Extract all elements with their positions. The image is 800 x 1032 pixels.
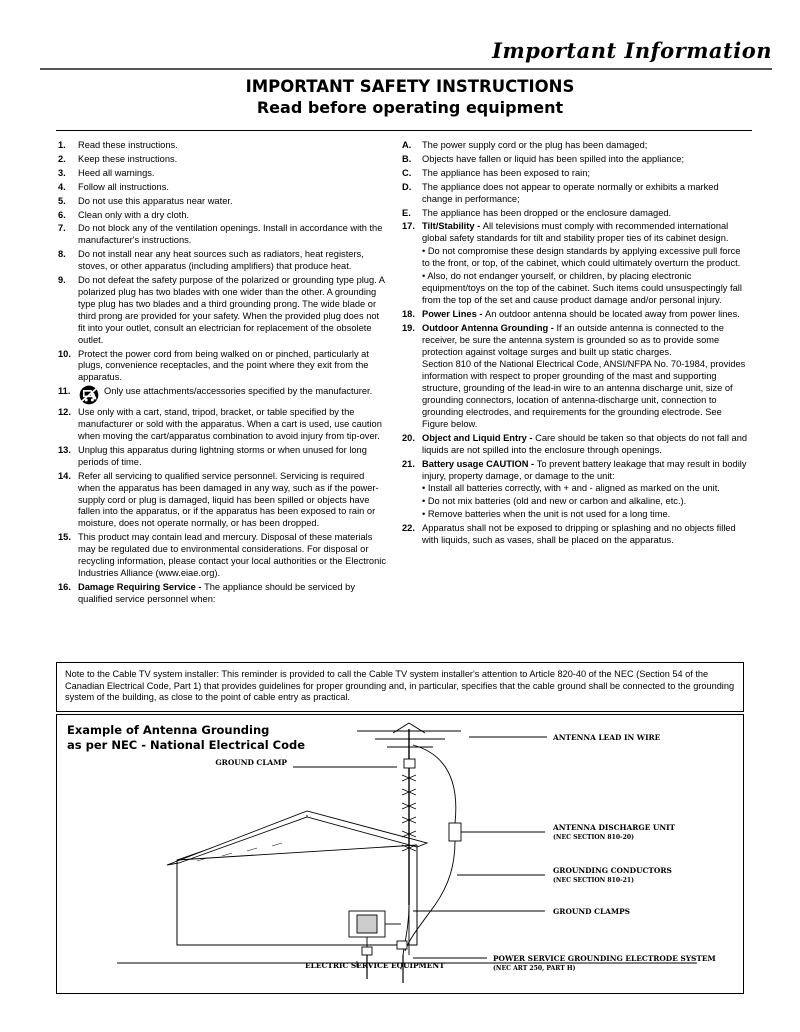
label-grounding-conductors: GROUNDING CONDUCTORS [553,866,672,875]
page-title-line1: IMPORTANT SAFETY INSTRUCTIONS [245,77,575,96]
safety-item-subtext: Section 810 of the National Electrical Code, ANSI/NFPA No. 70-1984, provides information with respect to proper grounding of the mast and supporting structure, grounding of the lead-in wire to an antenna discharge unit, size of grounding connectors, location of antenna-discharge unit, connection to grounding electrodes, and requirements for the grounding electrode. See Figure below. [422,359,746,429]
safety-item-text [422,221,748,306]
safety-item-text [78,210,386,222]
safety-item-text [422,523,748,547]
no-cart-icon [78,385,100,405]
safety-item [400,168,748,180]
safety-item-text [78,532,386,580]
safety-item-body: An outdoor antenna should be located away from power lines. [485,308,740,319]
safety-item-number: 4. [58,181,66,192]
safety-item [56,249,386,273]
safety-item-body: The appliance has been exposed to rain; [422,167,590,178]
safety-item [56,349,386,385]
safety-item-subtext: • Do not compromise these design standards by applying excessive pull force to the front, or top, of the cabinet, which could ultimately overturn the product. [422,246,741,269]
cable-tv-installer-note-text: Note to the Cable TV system installer: This reminder is provided to call the Cable TV system installer's attention to Article 820-40 of the NEC (Section 54 of the Canadian Electrical Code, Part 1) that provides guidelines for proper grounding and, in particular, specifies that the cable ground shall be connected to the grounding system of the building, as close to the point of cable entry as practical. [65,669,735,703]
safety-item-body: Do not use this apparatus near water. [78,195,233,206]
safety-item-lead: Damage Requiring Service - [78,581,205,592]
label-electric-service-equipment: ELECTRIC SERVICE EQUIPMENT [305,961,445,970]
safety-item-text [78,582,386,606]
safety-item-number: 9. [58,275,66,286]
page-title [48,76,772,118]
cable-tv-installer-note [56,662,744,712]
safety-item [400,182,748,206]
safety-item [400,140,748,152]
safety-item-number: B. [402,153,412,164]
safety-item-text [78,275,386,346]
page-header-title: Important Information [492,38,772,63]
safety-item-body: This product may contain lead and mercury. Disposal of these materials may be regulated due to environmental considerations. For disposal or recycling information, please contact your local authorities or the Electronic Industries Alliance (www.eiae.org). [78,532,386,578]
safety-item-number: 12. [58,407,71,418]
safety-item-text [78,168,386,180]
safety-item-body: Read these instructions. [78,140,178,150]
safety-item-lead: Tilt/Stability - [422,221,483,232]
safety-item [400,154,748,166]
safety-item-body: The power supply cord or the plug has been damaged; [422,140,648,150]
safety-item-text [422,208,748,220]
label-ground-clamp: GROUND CLAMP [215,758,287,767]
label-antenna-lead-in-wire: ANTENNA LEAD IN WIRE [553,733,661,742]
safety-item-body: The appliance does not appear to operate normally or exhibits a marked change in performance; [422,181,719,204]
safety-item-text [78,196,386,208]
safety-item-text [78,182,386,194]
antenna-grounding-diagram [57,715,745,995]
safety-item-number: 10. [58,348,71,359]
safety-item-body: To prevent battery leakage that may result in bodily injury, property damage, or damage to the unit: [422,458,747,481]
safety-item-number: 15. [58,532,71,543]
safety-item-text [422,459,748,522]
safety-item-number: 2. [58,153,66,164]
safety-item [56,471,386,531]
safety-instructions-right-column [400,140,748,549]
safety-item [56,223,386,247]
safety-item-number: 20. [402,432,415,443]
safety-item-body: Do not defeat the safety purpose of the polarized or grounding type plug. A polarized plug has two blades with one wider than the other. A grounding type plug has two blades and a third grounding prong. The wide blade or third prong are provided for your safety. When the provided plug does not fit into your outlet, consult an electrician for replacement of the obsolete outlet. [78,275,385,345]
safety-item [400,208,748,220]
safety-item [56,210,386,222]
safety-item-text [78,223,386,247]
safety-item-subtext: • Do not mix batteries (old and new or carbon and alkaline, etc.). [422,496,687,507]
safety-item-lead: Battery usage CAUTION - [422,458,537,469]
safety-item-number: C. [402,167,412,178]
safety-item-number: 17. [402,221,415,232]
safety-item [56,386,386,405]
safety-item-body: Protect the power cord from being walked on or pinched, particularly at plugs, convenience receptacles, and the point where they exit from the apparatus. [78,348,369,383]
label-power-service: POWER SERVICE GROUNDING ELECTRODE SYSTEM [493,954,716,963]
safety-item-subtext: • Remove batteries when the unit is not used for a long time. [422,509,671,520]
safety-item-number: A. [402,140,412,150]
safety-item-text [78,349,386,385]
safety-item-text [422,323,748,431]
figure-title-line1: Example of Antenna Grounding [67,723,270,737]
safety-item [400,523,748,547]
safety-item [56,407,386,443]
safety-item-text [78,154,386,166]
safety-item-body: Care should be taken so that objects do not fall and liquids are not spilled into the enclosure through openings. [422,432,748,455]
safety-item-body: If an outside antenna is connected to the receiver, be sure the antenna system is grounded so as to provide some protection against voltage surges and built up static charges. [422,322,724,357]
safety-item-number: E. [402,207,411,218]
figure-title-line2: as per NEC - National Electrical Code [67,738,306,752]
safety-item-number: 6. [58,209,66,220]
safety-item-lead: Outdoor Antenna Grounding - [422,322,557,333]
antenna-grounding-figure [56,714,744,994]
safety-item-text [78,249,386,273]
safety-item-number: D. [402,181,412,192]
safety-item-number: 3. [58,167,66,178]
safety-item-text [422,309,748,321]
label-ground-clamps: GROUND CLAMPS [553,907,630,916]
safety-item-body: Apparatus shall not be exposed to dripping or splashing and no objects filled with liquids, such as vases, shall be placed on the apparatus. [422,523,736,546]
safety-item-body: Clean only with a dry cloth. [78,209,190,220]
safety-item-text [422,154,748,166]
safety-item-body: Heed all warnings. [78,167,155,178]
title-divider [56,130,752,131]
safety-item-lead: Power Lines - [422,308,486,319]
safety-item [400,221,748,306]
safety-item [56,532,386,580]
safety-item [56,582,386,606]
label-grounding-conductors-sub: (NEC SECTION 810-21) [553,877,634,884]
safety-item-number: 16. [58,581,71,592]
safety-item-number: 8. [58,249,66,260]
safety-item-subtext: • Install all batteries correctly, with + and - aligned as marked on the unit. [422,483,720,494]
safety-item-body: Unplug this apparatus during lightning storms or when unused for long periods of time. [78,444,367,467]
safety-item-number: 14. [58,470,71,481]
safety-item-number: 19. [402,322,415,333]
safety-item [56,275,386,346]
label-antenna-discharge-unit: ANTENNA DISCHARGE UNIT [553,823,676,832]
safety-item [56,196,386,208]
safety-item-text [422,140,748,152]
safety-item-number: 11. [58,386,71,397]
safety-item-body: Use only with a cart, stand, tripod, bracket, or table specified by the manufacturer or sold with the apparatus. When a cart is used, use caution when moving the cart/apparatus combination to avoid injury from tip-over. [78,407,382,442]
safety-item-body: Do not block any of the ventilation openings. Install in accordance with the manufacturer's instructions. [78,223,383,246]
safety-item-body: Objects have fallen or liquid has been spilled into the appliance; [422,153,685,164]
safety-item-text [422,433,748,457]
safety-item [56,140,386,152]
safety-instructions-left-column [56,140,386,608]
safety-item-lead: Object and Liquid Entry - [422,432,536,443]
header-divider [40,68,772,70]
safety-item [56,182,386,194]
safety-item-body: Refer all servicing to qualified service personnel. Servicing is required when the apparatus has been damaged in any way, such as if the power-supply cord or plug is damaged, liquid has been spilled or objects have fallen into the apparatus, or if the apparatus has been exposed to rain or moisture, does not operate normally, or has been dropped. [78,470,379,529]
safety-item-number: 21. [402,458,415,469]
safety-item-body: The appliance should be serviced by qualified service personnel when: [78,581,355,604]
safety-item [56,445,386,469]
safety-item-text [78,407,386,443]
safety-item [400,459,748,522]
safety-item [56,154,386,166]
safety-item-body: The appliance has been dropped or the enclosure damaged. [422,207,672,218]
safety-item-number: 13. [58,444,71,455]
safety-item-number: 7. [58,223,66,234]
safety-item-number: 5. [58,195,66,206]
safety-item-body: Do not install near any heat sources such as radiators, heat registers, stoves, or other apparatus (including amplifiers) that produce heat. [78,249,364,272]
safety-item-text [78,445,386,469]
safety-item-number: 18. [402,308,415,319]
safety-item-number: 22. [402,523,415,534]
label-antenna-discharge-unit-sub: (NEC SECTION 810-20) [553,834,634,841]
safety-item [400,433,748,457]
safety-item-body: Only use attachments/accessories specified by the manufacturer. [104,386,373,397]
safety-item-text [422,182,748,206]
safety-item [400,309,748,321]
safety-item-subtext: • Also, do not endanger yourself, or children, by placing electronic equipment/toys on the top of the cabinet. Such items could unsuspectingly fall from the top of the set and cause product damage and/or personal injury. [422,271,742,305]
safety-item [400,323,748,431]
label-power-service-sub: (NEC ART 250, PART H) [493,965,576,972]
safety-item [56,168,386,180]
safety-item-text [78,140,386,152]
safety-item-text [104,386,386,398]
safety-item-text [422,168,748,180]
safety-item-body: Follow all instructions. [78,181,169,192]
safety-item-number: 1. [58,140,66,150]
page-title-line2: Read before operating equipment [256,98,564,117]
safety-item-text [78,471,386,531]
safety-item-body: Keep these instructions. [78,153,178,164]
safety-item-body: All televisions must comply with recommended international global safety standards for tilt and stability proper ties of its cabinet design. [422,221,729,244]
